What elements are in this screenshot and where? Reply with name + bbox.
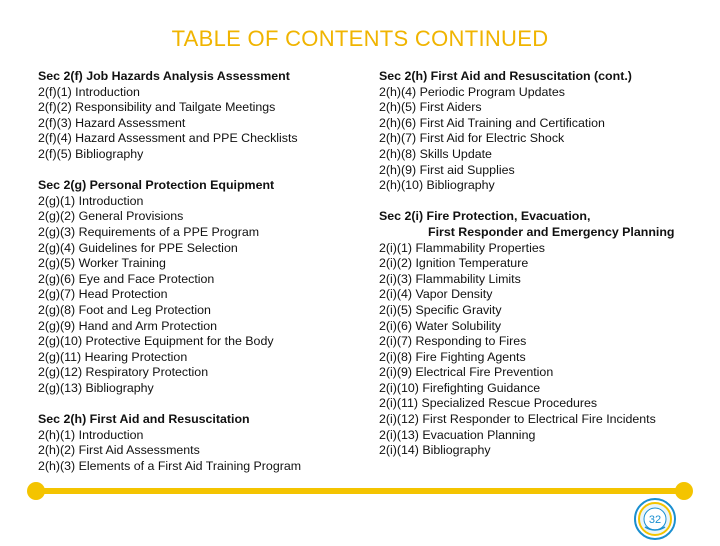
toc-item: 2(f)(5) Bibliography <box>38 146 144 161</box>
toc-item: 2(g)(8) Foot and Leg Protection <box>38 302 211 317</box>
footer-rule-left-dot <box>27 482 45 500</box>
section-heading-line: Sec 2(i) Fire Protection, Evacuation, <box>379 209 591 224</box>
section-heading <box>379 69 699 85</box>
toc-item: 2(i)(9) Electrical Fire Prevention <box>379 365 554 380</box>
toc-item: 2(g)(2) General Provisions <box>38 209 184 224</box>
toc-item: 2(h)(8) Skills Update <box>379 146 492 161</box>
toc-item: 2(g)(4) Guidelines for PPE Selection <box>38 240 238 255</box>
toc-item: 2(h)(5) First Aiders <box>379 100 482 115</box>
toc-section <box>38 412 358 474</box>
toc-section <box>38 69 358 163</box>
toc-item: 2(g)(3) Requirements of a PPE Program <box>38 224 260 239</box>
toc-item: 2(i)(13) Evacuation Planning <box>379 427 536 442</box>
section-heading-line: Sec 2(h) First Aid and Resuscitation <box>38 412 250 427</box>
toc-item: 2(h)(10) Bibliography <box>379 178 495 193</box>
section-heading <box>38 412 358 428</box>
toc-item: 2(i)(1) Flammability Properties <box>379 240 545 255</box>
section-heading-line: Sec 2(g) Personal Protection Equipment <box>38 178 275 193</box>
toc-item: 2(i)(5) Specific Gravity <box>379 302 502 317</box>
toc-item: 2(i)(3) Flammability Limits <box>379 271 521 286</box>
toc-section <box>379 209 699 459</box>
page-title: TABLE OF CONTENTS CONTINUED <box>171 26 549 51</box>
footer-rule <box>34 488 686 494</box>
toc-item: 2(g)(9) Hand and Arm Protection <box>38 318 218 333</box>
section-heading <box>38 69 358 85</box>
footer-rule-right-dot <box>675 482 693 500</box>
toc-item: 2(g)(13) Bibliography <box>38 380 154 395</box>
section-heading-line: First Responder and Emergency Planning <box>428 224 675 239</box>
toc-item: 2(g)(12) Respiratory Protection <box>38 365 209 380</box>
emblem-seal-icon <box>633 497 677 541</box>
toc-item: 2(i)(6) Water Solubility <box>379 318 502 333</box>
toc-item: 2(g)(1) Introduction <box>38 193 144 208</box>
toc-item: 2(g)(5) Worker Training <box>38 256 166 271</box>
section-heading-line: Sec 2(h) First Aid and Resuscitation (cont.) <box>379 69 632 83</box>
toc-item: 2(g)(11) Hearing Protection <box>38 349 188 364</box>
toc-item: 2(g)(7) Head Protection <box>38 287 168 302</box>
toc-item: 2(i)(11) Specialized Rescue Procedures <box>379 396 598 411</box>
toc-section <box>38 178 358 396</box>
section-heading <box>379 209 699 240</box>
toc-item: 2(g)(6) Eye and Face Protection <box>38 271 215 286</box>
toc-item: 2(g)(10) Protective Equipment for the Body <box>38 334 274 349</box>
toc-item: 2(i)(2) Ignition Temperature <box>379 256 529 271</box>
toc-item: 2(h)(7) First Aid for Electric Shock <box>379 131 565 146</box>
toc-item: 2(i)(14) Bibliography <box>379 443 491 458</box>
toc-item: 2(f)(3) Hazard Assessment <box>38 115 186 130</box>
toc-item: 2(h)(9) First aid Supplies <box>379 162 515 177</box>
toc-item: 2(i)(8) Fire Fighting Agents <box>379 349 526 364</box>
toc-item: 2(h)(1) Introduction <box>38 427 144 442</box>
toc-section <box>379 69 699 194</box>
section-heading-line: Sec 2(f) Job Hazards Analysis Assessment <box>38 69 290 83</box>
toc-item: 2(i)(12) First Responder to Electrical Fire Incidents <box>379 412 656 427</box>
toc-item: 2(f)(4) Hazard Assessment and PPE Checklists <box>38 131 298 146</box>
toc-item: 2(i)(4) Vapor Density <box>379 287 493 302</box>
toc-item: 2(h)(6) First Aid Training and Certification <box>379 115 605 130</box>
toc-item: 2(h)(2) First Aid Assessments <box>38 443 200 458</box>
section-heading <box>38 178 358 194</box>
toc-item: 2(f)(2) Responsibility and Tailgate Meetings <box>38 100 276 115</box>
toc-right-column <box>379 69 699 474</box>
toc-item: 2(h)(4) Periodic Program Updates <box>379 84 565 99</box>
toc-left-column <box>38 69 358 490</box>
toc-item: 2(i)(7) Responding to Fires <box>379 334 527 349</box>
toc-item: 2(i)(10) Firefighting Guidance <box>379 380 541 395</box>
toc-item: 2(f)(1) Introduction <box>38 84 140 99</box>
page-number: 32 <box>648 514 662 526</box>
toc-item: 2(h)(3) Elements of a First Aid Training Program <box>38 458 302 473</box>
